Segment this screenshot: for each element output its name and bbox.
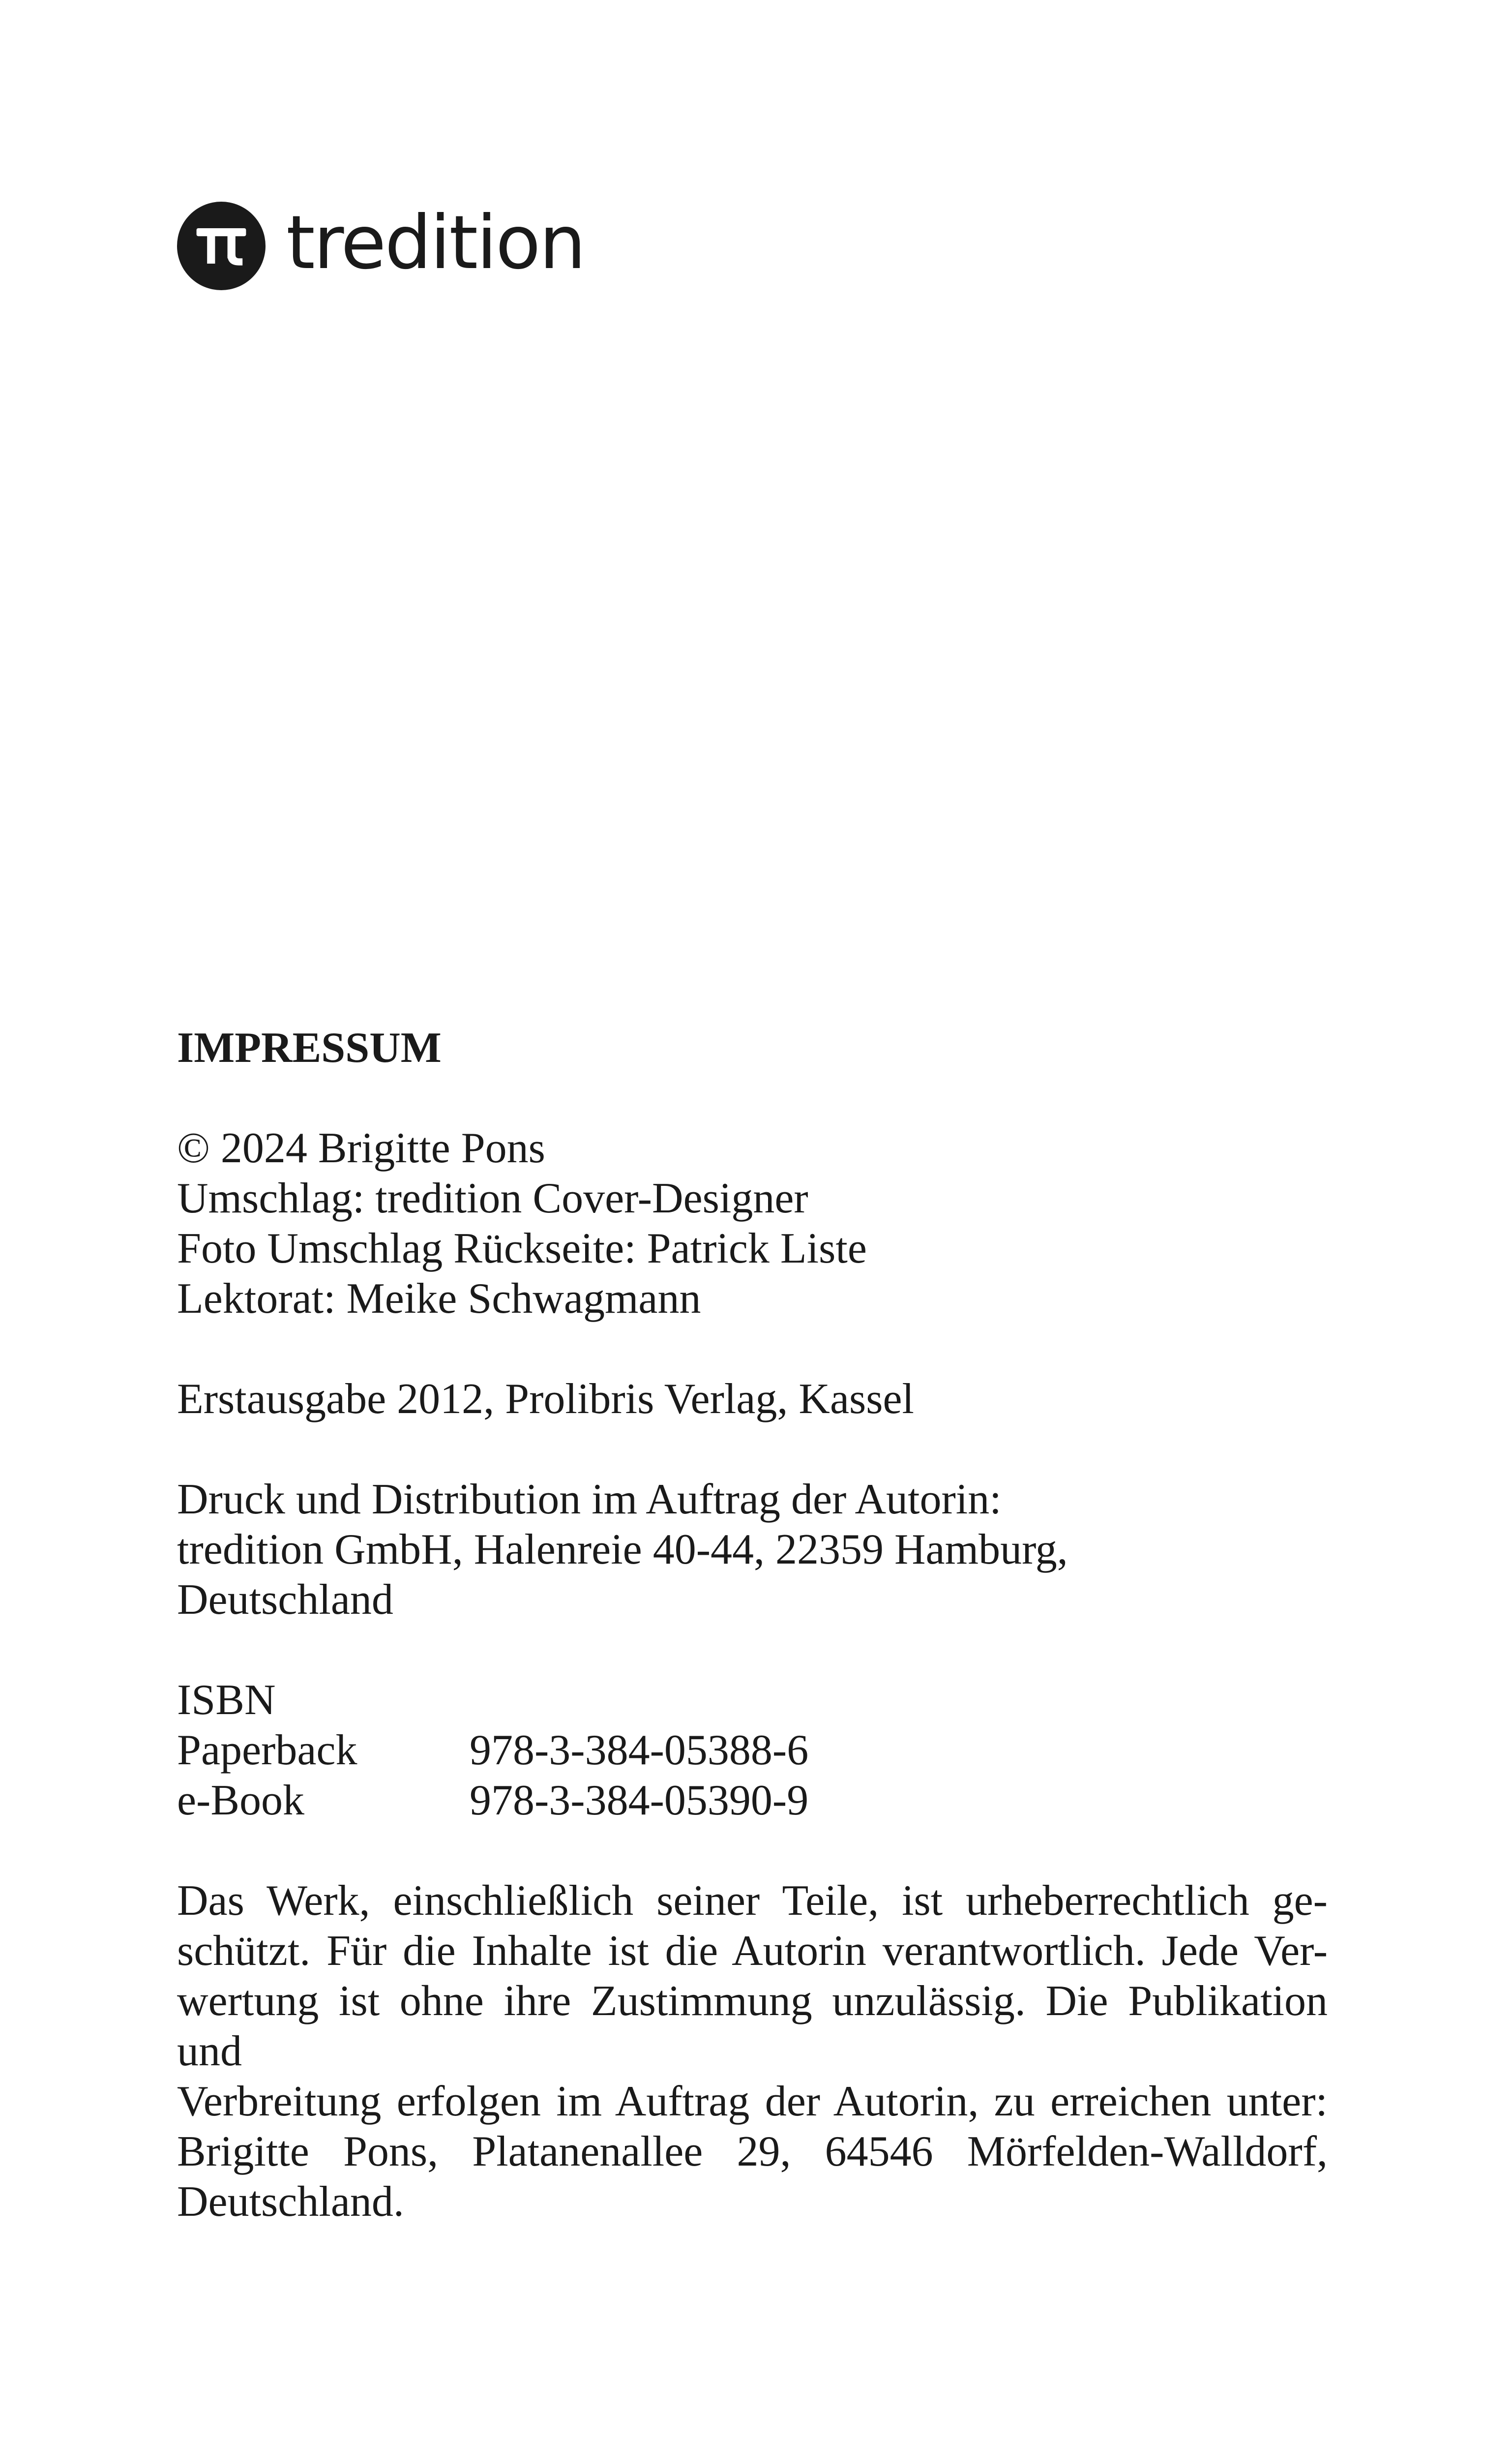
distribution-block	[177, 1475, 1328, 1625]
cover-credit-line: Umschlag: tredition Cover-Designer	[177, 1175, 808, 1222]
first-edition-line: Erstausgabe 2012, Prolibris Verlag, Kassel	[177, 1375, 915, 1423]
legal-line: Brigitte Pons, Platanenallee 29, 64546 Mörfelden-Walldorf,	[177, 2128, 1328, 2175]
legal-notice	[177, 1876, 1328, 2227]
isbn-row-paperback	[177, 1725, 1328, 1776]
editor-credit-line: Lektorat: Meike Schwagmann	[177, 1275, 701, 1323]
tredition-logo-icon	[177, 202, 266, 290]
isbn-label: ISBN	[177, 1676, 276, 1724]
distribution-country-line: Deutschland	[177, 1576, 393, 1624]
legal-line: Verbreitung erfolgen im Auftrag der Autorin, zu erreichen unter:	[177, 2078, 1328, 2125]
legal-line: wertung ist ohne ihre Zustimmung unzulässig. Die Publikation und	[177, 1977, 1328, 2075]
publisher-name: tredition	[286, 200, 585, 286]
distribution-line: Druck und Distribution im Auftrag der Autorin:	[177, 1476, 1002, 1523]
isbn-number: 978-3-384-05388-6	[470, 1726, 809, 1774]
isbn-format: e-Book	[177, 1777, 305, 1824]
first-edition-block	[177, 1374, 1328, 1424]
impressum-section	[177, 1023, 1328, 2227]
isbn-block	[177, 1675, 1328, 1826]
isbn-row-ebook	[177, 1776, 1328, 1826]
isbn-number: 978-3-384-05390-9	[470, 1777, 809, 1824]
publisher-logo	[177, 202, 585, 290]
copyright-line: © 2024 Brigitte Pons	[177, 1124, 545, 1172]
distribution-address-line: tredition GmbH, Halenreie 40-44, 22359 Hamburg,	[177, 1526, 1068, 1573]
impressum-heading: IMPRESSUM	[177, 1024, 442, 1072]
isbn-format: Paperback	[177, 1726, 357, 1774]
legal-line: Das Werk, einschließlich seiner Teile, ist urheberrechtlich ge-	[177, 1877, 1328, 1925]
photo-credit-line: Foto Umschlag Rückseite: Patrick Liste	[177, 1225, 867, 1272]
legal-line: schützt. Für die Inhalte ist die Autorin verantwortlich. Jede Ver-	[177, 1927, 1328, 1975]
legal-line: Deutschland.	[177, 2178, 404, 2226]
credits-block	[177, 1123, 1328, 1324]
